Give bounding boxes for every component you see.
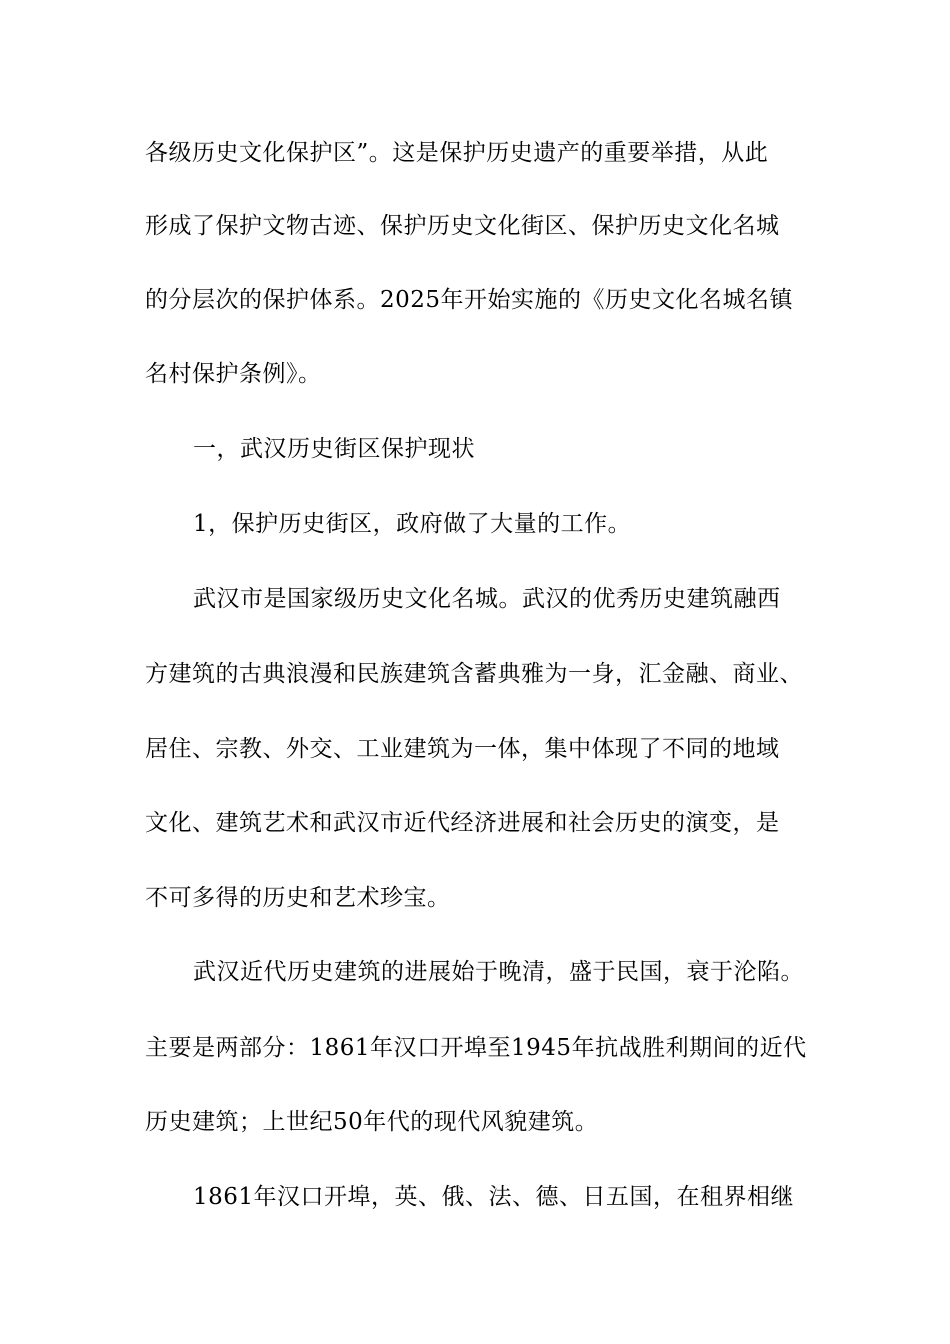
paragraph-line: 主要是两部分：1861年汉口开埠至1945年抗战胜利期间的近代: [145, 1035, 807, 1061]
paragraph-line: 各级历史文化保护区”。这是保护历史遗产的重要举措，从此: [145, 140, 769, 166]
section-heading: 一，武汉历史街区保护现状: [193, 436, 475, 462]
paragraph-line: 名村保护条例》。: [145, 361, 322, 387]
paragraph-line: 形成了保护文物古迹、保护历史文化街区、保护历史文化名城: [145, 213, 780, 239]
paragraph-line: 历史建筑；上世纪50年代的现代风貌建筑。: [145, 1109, 599, 1135]
paragraph-line: 1861年汉口开埠，英、俄、法、德、日五国，在租界相继: [193, 1184, 795, 1210]
paragraph-line: 方建筑的古典浪漫和民族建筑含蓄典雅为一身，汇金融、商业、: [145, 661, 803, 687]
paragraph-line: 的分层次的保护体系。2025年开始实施的《历史文化名城名镇: [145, 287, 794, 313]
paragraph-line: 文化、建筑艺术和武汉市近代经济进展和社会历史的演变，是: [145, 810, 780, 836]
paragraph-line: 居住、宗教、外交、工业建筑为一体，集中体现了不同的地域: [145, 736, 780, 762]
paragraph-line: 武汉近代历史建筑的进展始于晚清，盛于民国，衰于沦陷。: [193, 959, 804, 985]
paragraph-line: 不可多得的历史和艺术珍宝。: [145, 885, 451, 911]
paragraph-line: 武汉市是国家级历史文化名城。武汉的优秀历史建筑融西: [193, 586, 781, 612]
subsection-heading: 1，保护历史街区，政府做了大量的工作。: [193, 511, 632, 537]
